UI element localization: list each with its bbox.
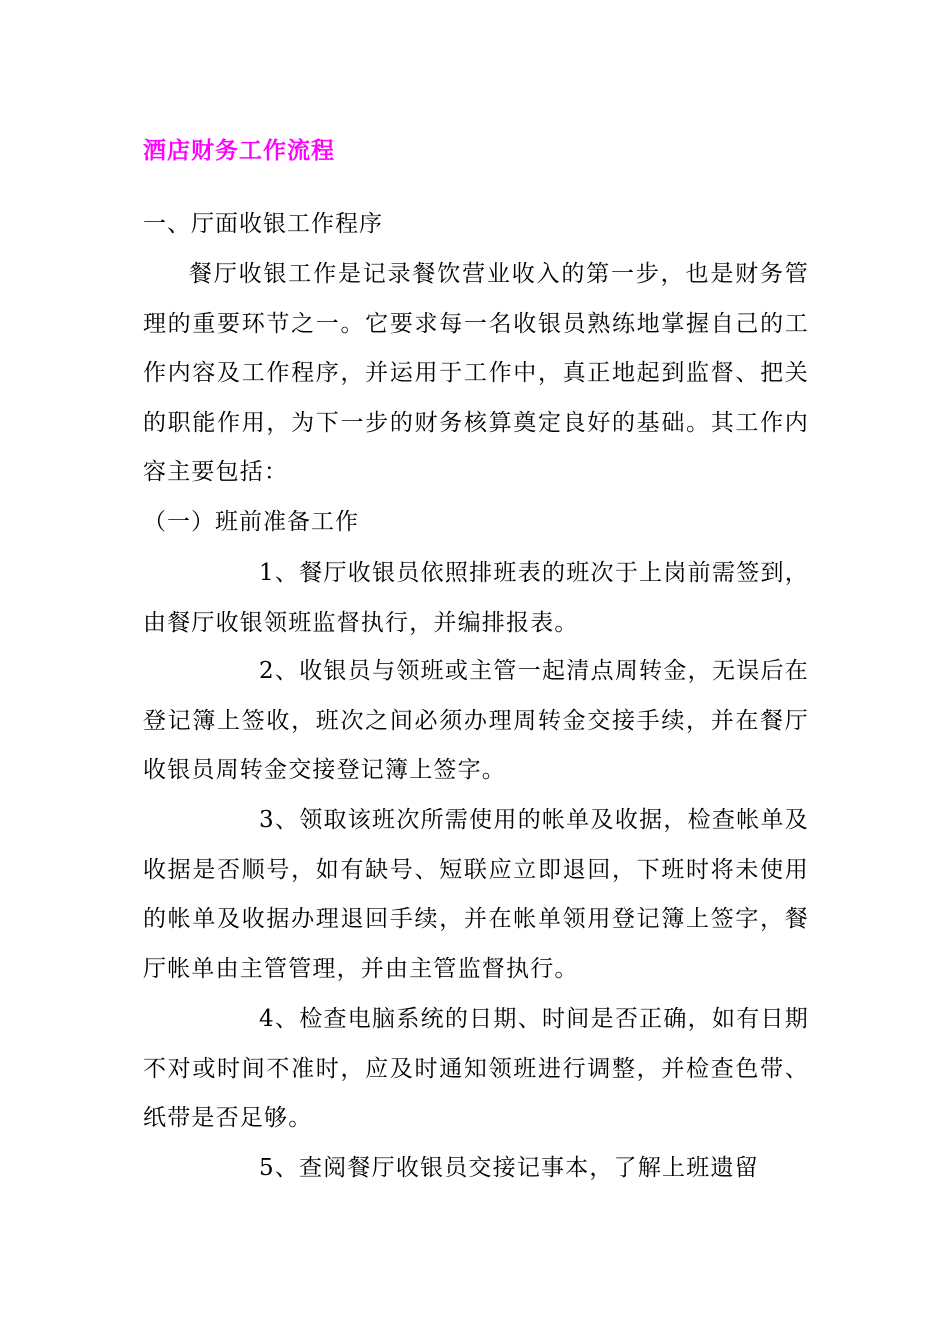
document-title: 酒店财务工作流程 (143, 137, 335, 164)
list-item: 3、领取该班次所需使用的帐单及收据，检查帐单及收据是否顺号，如有缺号、短联应立即退回，下班时将未使用的帐单及收据办理退回手续，并在帐单领用登记簿上签字，餐厅帐单由主管管理，并由主管监督执行。 (143, 807, 809, 982)
list-item: 2、收银员与领班或主管一起清点周转金，无误后在登记簿上签收，班次之间必须办理周转金交接手续，并在餐厅收银员周转金交接登记簿上签字。 (143, 658, 809, 783)
list-item: 1、餐厅收银员依照排班表的班次于上岗前需签到，由餐厅收银领班监督执行，并编排报表。 (143, 560, 809, 636)
list-item: 5、查阅餐厅收银员交接记事本，了解上班遗留 (259, 1155, 759, 1181)
list-item: 4、检查电脑系统的日期、时间是否正确，如有日期不对或时间不准时，应及时通知领班进行调整，并检查色带、纸带是否足够。 (143, 1006, 809, 1131)
section-heading: 一、厅面收银工作程序 (143, 211, 383, 237)
intro-paragraph: 餐厅收银工作是记录餐饮营业收入的第一步，也是财务管理的重要环节之一。它要求每一名收银员熟练地掌握自己的工作内容及工作程序，并运用于工作中，真正地起到监督、把关的职能作用，为下一步的财务核算奠定良好的基础。其工作内容主要包括： (143, 261, 809, 485)
subsection-heading: （一）班前准备工作 (143, 509, 359, 535)
